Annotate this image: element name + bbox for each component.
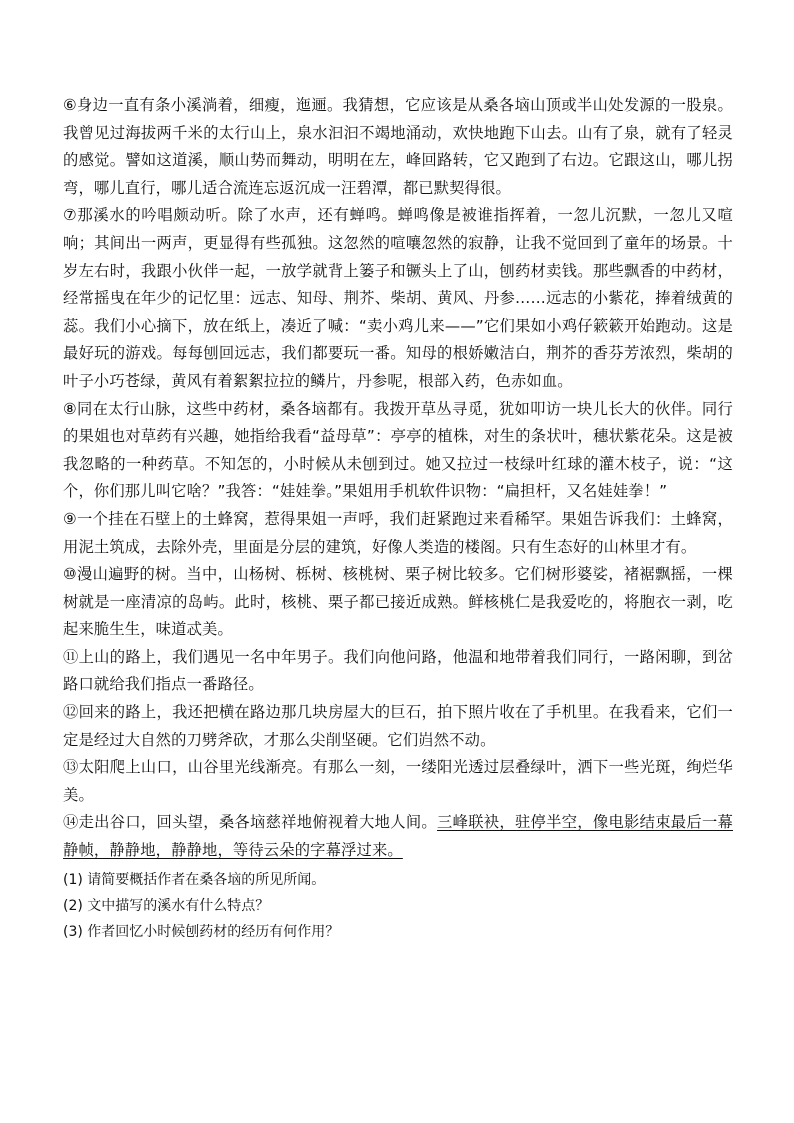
paragraph-13: ⑬太阳爬上山口，山谷里光线渐亮。有那么一刻，一缕阳光透过层叠绿叶，洒下一些光斑，绚烂华美。	[63, 758, 733, 804]
underlined-sentence: 三峰联袂，驻停半空，像电影结束最后一幕静帧，静静地，静静地，等待云朵的字幕浮过来。	[63, 813, 733, 860]
paragraph-14-text: ⑭走出谷口，回头望，桑各垴慈祥地俯视着大地人间。	[63, 813, 438, 832]
paragraph-11: ⑪上山的路上，我们遇见一名中年男子。我们向他问路，他温和地带着我们同行，一路闲聊，到岔路口就给我们指点一番路径。	[63, 647, 733, 694]
document-page	[63, 92, 733, 945]
question-2: (2) 文中描写的溪水有什么特点？	[63, 897, 270, 914]
question-1: (1) 请简要概括作者在桑各垴的所见所闻。	[63, 871, 326, 888]
paragraph-6: ⑥身边一直有条小溪淌着，细瘦，迤逦。我猜想，它应该是从桑各垴山顶或半山处发源的一股泉。我曾见过海拔两千米的太行山上，泉水汩汩不竭地涌动，欢快地跑下山去。山有了泉，就有了轻灵的感觉。譬如这道溪，顺山势而舞动，明明在左，峰回路转，它又跑到了右边。它跟这山，哪儿拐弯，哪儿直行，哪儿适合流连忘返沉成一汪碧潭，都已默契得很。	[63, 96, 733, 197]
question-3: (3) 作者回忆小时候刨药材的经历有何作用？	[63, 923, 340, 940]
paragraph-12: ⑫回来的路上，我还把横在路边那几块房屋大的巨石，拍下照片收在了手机里。在我看来，它们一定是经过大自然的刀劈斧砍，才那么尖削坚硬。它们岿然不动。	[63, 703, 733, 749]
paragraph-9: ⑨一个挂在石壁上的土蜂窝，惹得果姐一声呼，我们赶紧跑过来看稀罕。果姐告诉我们：土蜂窝，用泥土筑成，去除外壳，里面是分层的建筑，好像人类造的楼阁。只有生态好的山林里才有。	[63, 509, 733, 556]
paragraph-7: ⑦那溪水的吟唱颇动听。除了水声，还有蝉鸣。蝉鸣像是被谁指挥着，一忽儿沉默，一忽儿又喧响；其间出一两声，更显得有些孤独。这忽然的喧嚷忽然的寂静，让我不觉回到了童年的场景。十岁左右时，我跟小伙伴一起，一放学就背上篓子和镢头上了山，刨药材卖钱。那些飘香的中药材，经常摇曳在年少的记忆里：远志、知母、荆芥、柴胡、黄风、丹参……远志的小紫花，捧着绒黄的蕊。我们小心摘下，放在纸上，凑近了喊：“卖小鸡儿来——”它们果如小鸡仔簌簌开始跑动。这是最好玩的游戏。每每刨回远志，我们都要玩一番。知母的根娇嫩洁白，荆芥的香芬芳浓烈，柴胡的叶子小巧苍绿，黄风有着絮絮拉拉的鳞片，丹参呢，根部入药，色赤如血。	[63, 206, 733, 390]
paragraph-10: ⑩漫山遍野的树。当中，山杨树、栎树、核桃树、栗子树比较多。它们树形婆娑，褚裾飘摇，一棵树就是一座清凉的岛屿。此时，核桃、栗子都已接近成熟。鲜核桃仁是我爱吃的，将胞衣一剥，吃起来脆生生，味道忒美。	[63, 565, 733, 639]
paragraph-14	[63, 809, 733, 864]
paragraph-8: ⑧同在太行山脉，这些中药材，桑各垴都有。我拨开草丛寻觅，犹如叩访一块儿长大的伙伴。同行的果姐也对草药有兴趣，她指给我看“益母草”：亭亭的植株，对生的条状叶，穗状紫花朵。这是被我忽略的一种药草。不知怎的，小时候从未刨到过。她又拉过一枝绿叶红球的灌木枝子，说：“这个，你们那儿叫它啥？”我答：“娃娃拳。”果姐用手机软件识物：“扁担杆，又名娃娃拳！”	[63, 399, 733, 501]
